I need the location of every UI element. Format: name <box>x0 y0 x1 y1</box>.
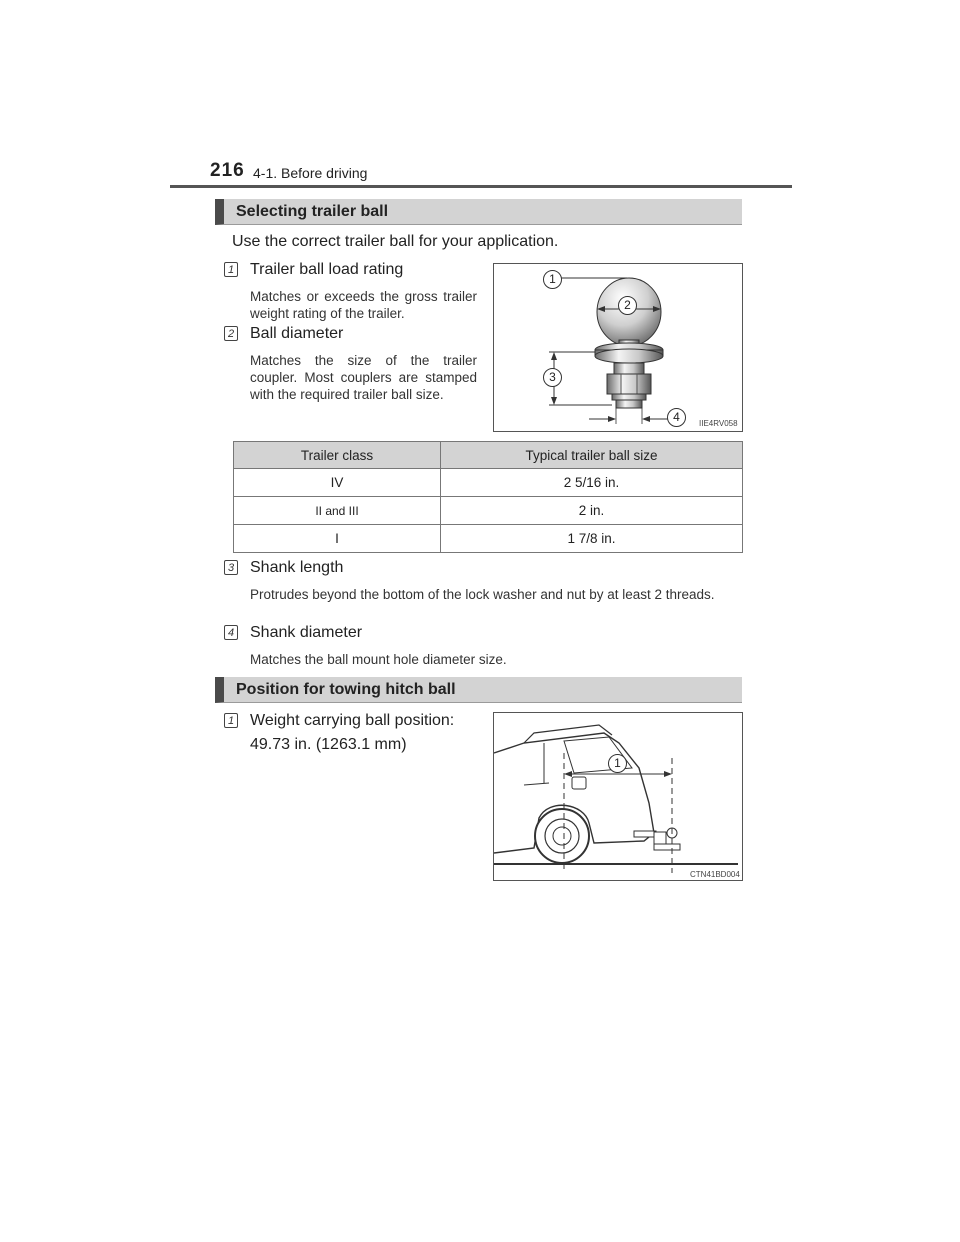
figure-code: CTN41BD004 <box>690 870 740 879</box>
trailer-ball-figure <box>493 263 743 432</box>
chapter-title: 4-1. Before driving <box>253 165 368 181</box>
table-cell: 2 5/16 in. <box>441 469 743 497</box>
callout-3: 3 <box>543 368 562 387</box>
item-title: Ball diameter <box>250 325 344 342</box>
callout-1: 1 <box>608 754 627 773</box>
table-cell: I <box>234 525 441 553</box>
section-title: Selecting trailer ball <box>236 203 389 220</box>
section-heading-hitch-position <box>215 677 742 703</box>
table-header: Typical trailer ball size <box>441 442 743 469</box>
section-heading-trailer-ball <box>215 199 742 225</box>
figure-code: IIE4RV058 <box>699 419 738 428</box>
item-title: Trailer ball load rating <box>250 261 404 278</box>
section-title: Position for towing hitch ball <box>236 681 456 698</box>
table-cell: 1 7/8 in. <box>441 525 743 553</box>
item-title: Shank diameter <box>250 624 363 641</box>
table-header: Trailer class <box>234 442 441 469</box>
item-number: 2 <box>224 326 238 341</box>
item-description: Protrudes beyond the bottom of the lock washer and nut by at least 2 threads. <box>250 587 715 602</box>
vehicle-rear-figure <box>493 712 743 881</box>
table-row <box>234 469 743 497</box>
table-row <box>234 497 743 525</box>
table-cell: II and III <box>234 497 441 525</box>
intro-text: Use the correct trailer ball for your application. <box>232 233 559 250</box>
item-value: 49.73 in. (1263.1 mm) <box>250 736 407 753</box>
callout-2: 2 <box>618 296 637 315</box>
page-number: 216 <box>210 160 245 181</box>
item-description: Matches the ball mount hole diameter size. <box>250 652 507 667</box>
header-divider <box>170 185 792 188</box>
table-cell: IV <box>234 469 441 497</box>
item-description: Matches the size of the trailer coupler. Most couplers are stamped with the required trailer ball size. <box>250 353 477 402</box>
table-row <box>234 525 743 553</box>
vehicle-rear-illustration <box>494 713 742 880</box>
callout-4: 4 <box>667 408 686 427</box>
item-number: 1 <box>224 262 238 277</box>
item-number: 3 <box>224 560 238 575</box>
item-title: Weight carrying ball position: <box>250 712 455 729</box>
item-number: 1 <box>224 713 238 728</box>
item-number: 4 <box>224 625 238 640</box>
callout-1: 1 <box>543 270 562 289</box>
item-title: Shank length <box>250 559 344 576</box>
item-description: Matches or exceeds the gross trailer weight rating of the trailer. <box>250 289 477 321</box>
trailer-ball-illustration <box>494 264 742 431</box>
trailer-class-table <box>233 441 743 553</box>
table-cell: 2 in. <box>441 497 743 525</box>
